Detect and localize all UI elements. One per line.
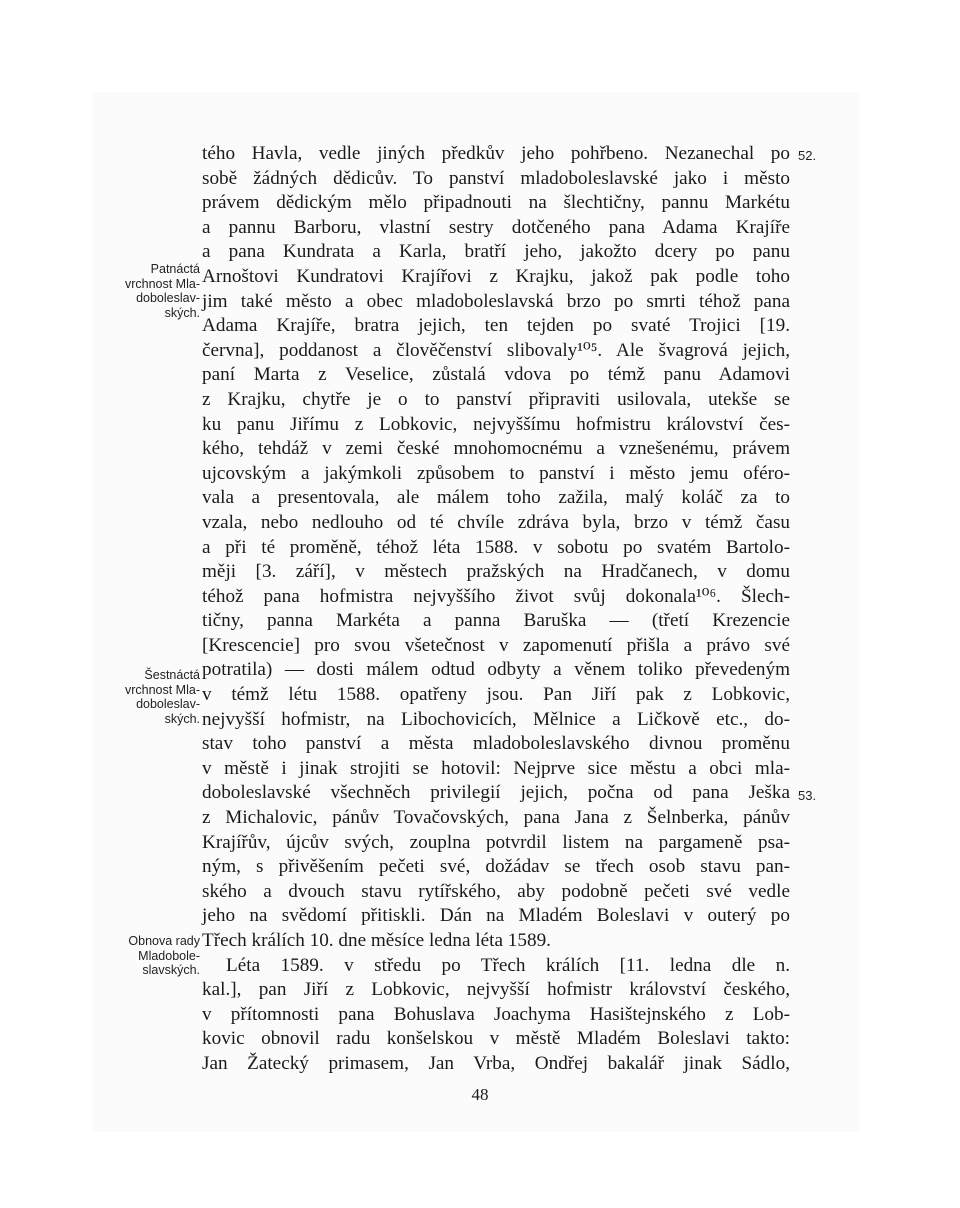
- text-line: Třech králích 10. dne měsíce ledna léta 1589.: [202, 930, 551, 951]
- margin-note-sixteenth-owner: [96, 668, 200, 726]
- margin-note-line: Šestnáctá: [144, 668, 200, 682]
- text-line: z Krajku, chytře je o to panství připraviti usilovala, utekše se: [202, 388, 790, 410]
- text-line: v témž létu 1588. opatřeny jsou. Pan Jiří pak z Lobkovic,: [202, 684, 790, 706]
- text-line: ského a dvouch stavu rytířského, aby podobně pečeti své vedle: [202, 880, 790, 902]
- text-line: června], poddanost a člověčenství slibovaly¹⁰⁵. Ale švagrová jejich,: [202, 339, 790, 361]
- body-text: [202, 142, 790, 1077]
- text-line: Léta 1589. v středu po Třech králích [11. ledna dle n.: [226, 954, 790, 976]
- text-line: doboleslavské všechněch privilegií jejich, počna od pana Ješka: [202, 782, 790, 804]
- margin-note-line: vrchnost Mla-: [124, 276, 200, 291]
- text-line: Adama Krajíře, bratra jejich, ten tejden po svaté Trojici [19.: [202, 315, 790, 337]
- text-line: a pana Kundrata a Karla, bratří jeho, jakožto dcery po panu: [202, 241, 790, 263]
- text-line: Krajířův, újcův svých, zouplna potvrdil listem na pargameně psa-: [202, 831, 790, 853]
- margin-note-line: vrchnost Mla-: [124, 682, 200, 697]
- text-line: kovic obnovil radu konšelskou v městě Mladém Boleslavi takto:: [202, 1028, 790, 1050]
- text-line: jim také město a obec mladoboleslavská brzo po smrti téhož pana: [202, 290, 790, 312]
- text-line: kal.], pan Jiří z Lobkovic, nejvyšší hofmistr království českého,: [202, 979, 790, 1001]
- text-line: téhož pana hofmistra nejvyššího život svůj dokonala¹⁰⁶. Šlech-: [202, 585, 790, 607]
- text-line: vzala, nebo nedlouho od té chvíle zdráva byla, brzo v témž času: [202, 511, 790, 533]
- text-line: paní Marta z Veselice, zůstalá vdova po témž panu Adamovi: [202, 364, 790, 386]
- text-line: Jan Žatecký primasem, Jan Vrba, Ondřej bakalář jinak Sádlo,: [202, 1052, 790, 1074]
- text-line: [Krescencie] pro svou všetečnost v zapomenutí přišla a právo své: [202, 634, 790, 656]
- text-line: ku panu Jiřímu z Lobkovic, nejvyššímu hofmistru království čes-: [202, 413, 790, 435]
- text-line: Arnoštovi Kundratovi Krajířovi z Krajku, jakož pak podle toho: [202, 265, 790, 287]
- margin-note-line: doboleslav-: [136, 291, 200, 305]
- text-line: ným, s přivěšením pečeti své, dožádav se třech osob stavu pan-: [202, 856, 790, 878]
- text-line: tého Havla, vedle jiných předkův jeho pohřbeno. Nezanechal po: [202, 143, 790, 164]
- text-line: ujcovským a jakýmkoli způsobem to panství i město jemu oféro-: [202, 462, 790, 484]
- margin-note-fifteenth-owner: [96, 262, 200, 320]
- text-line: vala a presentovala, ale málem toho zažila, malý koláč za to: [202, 487, 790, 509]
- margin-note-line: ských.: [164, 305, 200, 320]
- margin-note-line: Mladobole-: [138, 948, 200, 963]
- text-line: nejvyšší hofmistr, na Libochovicích, Mělnice a Ličkově etc., do-: [202, 708, 790, 730]
- source-page-ref: 53.: [798, 788, 817, 803]
- text-line: sobě žádných dědicův. To panství mladoboleslavské jako i město: [202, 167, 790, 189]
- margin-note-line: Patnáctá: [150, 262, 200, 276]
- margin-note-line: ských.: [164, 711, 200, 726]
- margin-note-line: doboleslav-: [136, 697, 200, 711]
- text-line: a při té proměně, téhož léta 1588. v sobotu po svatém Bartolo-: [202, 536, 790, 558]
- text-line: kého, tehdáž v zemi české mnohomocnému a vznešenému, právem: [202, 438, 790, 460]
- text-line: a pannu Barboru, vlastní sestry dotčeného pana Adama Krajíře: [202, 216, 790, 238]
- margin-note-line: slavských.: [142, 963, 200, 977]
- text-line: právem dědickým mělo připadnouti na šlechtičny, pannu Markétu: [202, 192, 790, 214]
- text-line: měji [3. září], v městech pražských na Hradčanech, v domu: [202, 561, 790, 583]
- text-line: potratila) — dosti málem odtud odbyty a věnem toliko převedeným: [202, 659, 790, 681]
- text-line: stav toho panství a města mladoboleslavského divnou proměnu: [202, 733, 790, 755]
- text-line: tičny, panna Markéta a panna Baruška — (třetí Krezencie: [202, 610, 790, 632]
- text-line: v přítomnosti pana Bohuslava Joachyma Hasištejnského z Lob-: [202, 1003, 790, 1025]
- page-number: 48: [471, 1085, 489, 1104]
- text-line: jeho na svědomí přitiskli. Dán na Mladém Boleslavi v outerý po: [202, 905, 790, 927]
- margin-note-line: Obnova rady: [128, 934, 200, 948]
- source-page-ref: 52.: [798, 148, 817, 163]
- text-line: z Michalovic, pánův Tovačovských, pana Jana z Šelnberka, pánův: [202, 807, 790, 829]
- margin-note-council-renewal: [96, 934, 200, 978]
- text-line: v městě i jinak strojiti se hotovil: Nejprve sice městu a obci mla-: [202, 757, 790, 779]
